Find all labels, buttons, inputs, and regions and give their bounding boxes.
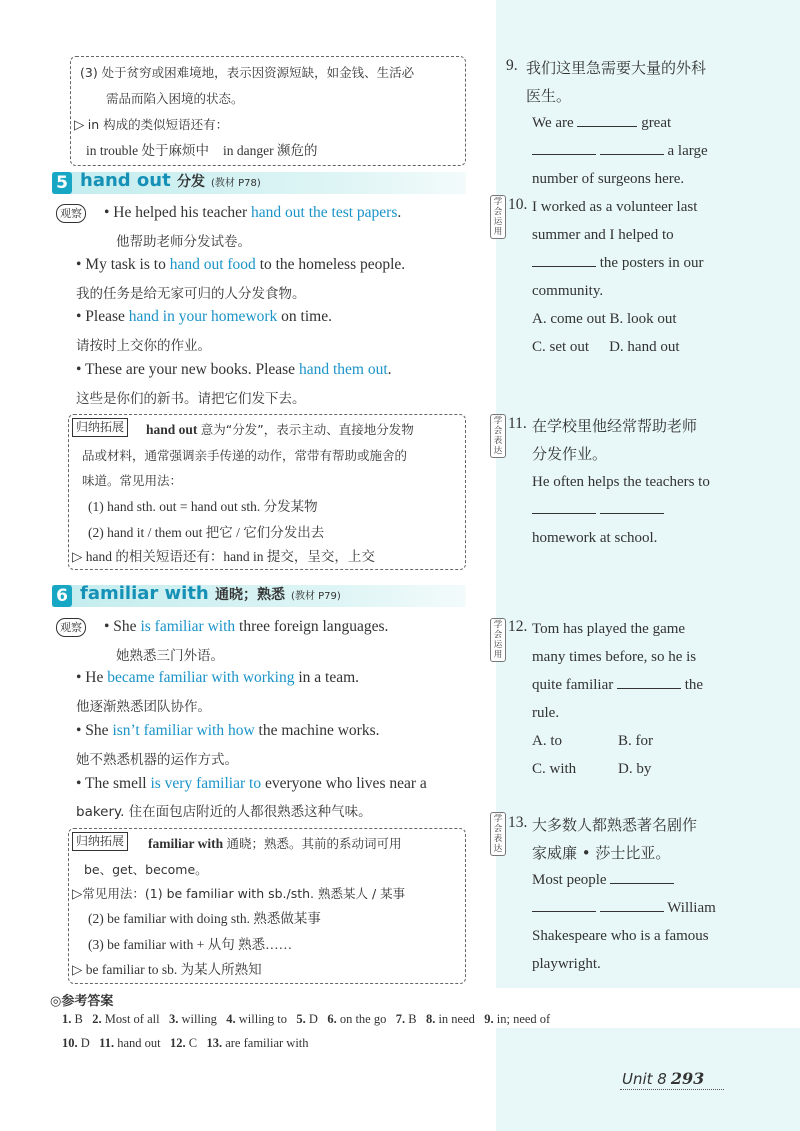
answer-value: on the go bbox=[339, 1012, 387, 1026]
text: three foreign languages. bbox=[235, 618, 389, 635]
example-translation: 我的任务是给无家可归的人分发食物。 bbox=[76, 286, 306, 302]
box-line bbox=[86, 138, 317, 163]
answers-row bbox=[62, 1012, 550, 1027]
answer-num: 2. bbox=[92, 1012, 102, 1026]
box-line bbox=[146, 417, 414, 442]
option-d[interactable]: D. by bbox=[618, 761, 652, 777]
text: in a team. bbox=[294, 669, 360, 686]
section6-heading bbox=[52, 585, 466, 607]
question-number: 12. bbox=[508, 618, 528, 635]
key-phrase: familiar with bbox=[148, 836, 224, 851]
question-number: 11. bbox=[508, 415, 527, 432]
observe-badge: 观察 bbox=[56, 204, 86, 223]
example-translation: 她熟悉三门外语。 bbox=[116, 648, 224, 664]
answer-num: 10. bbox=[62, 1036, 78, 1050]
question-line bbox=[532, 496, 664, 524]
page-footer bbox=[622, 1069, 704, 1089]
box-line-text: hand 的相关短语还有：hand in 提交，呈交，上交 bbox=[85, 549, 375, 564]
answer-value: D bbox=[80, 1036, 90, 1050]
example-sentence bbox=[76, 305, 332, 329]
answer-num: 8. bbox=[425, 1012, 436, 1026]
question-prompt: 在学校里他经常帮助老师 bbox=[532, 417, 698, 435]
answer-value: are familiar with bbox=[225, 1036, 309, 1050]
answer-value: D bbox=[308, 1012, 318, 1026]
practice-tag: 学会表达 bbox=[490, 414, 506, 458]
summary-tag: 归纳拓展 bbox=[72, 832, 128, 851]
example-translation: 他帮助老师分发试卷。 bbox=[116, 234, 251, 250]
box-line: (3) be familiar with + 从句 熟悉…… bbox=[88, 937, 293, 952]
answer-value: B bbox=[408, 1012, 417, 1026]
question-line bbox=[532, 109, 671, 137]
answers-area bbox=[0, 988, 800, 1131]
box-line bbox=[74, 112, 228, 137]
observe-badge: 观察 bbox=[56, 618, 86, 637]
section5-heading bbox=[52, 172, 466, 194]
phrase-meaning: 通晓；熟悉 bbox=[215, 587, 286, 603]
triangle-icon: ▷ bbox=[72, 549, 86, 564]
answer-blank[interactable] bbox=[600, 499, 664, 514]
text: • Please bbox=[76, 308, 129, 325]
text: the posters in our bbox=[599, 255, 704, 271]
answer-blank[interactable] bbox=[600, 140, 664, 155]
option-b[interactable]: B. for bbox=[618, 733, 653, 749]
example-translation: 这些是你们的新书。请把它们发下去。 bbox=[76, 391, 306, 407]
text: • He bbox=[76, 669, 108, 686]
highlight: isn’t familiar with how bbox=[112, 722, 255, 739]
text: . bbox=[387, 361, 392, 378]
text: • These are your new books. Please bbox=[76, 361, 299, 378]
text: • She bbox=[76, 722, 113, 739]
example-sentence bbox=[76, 253, 405, 277]
question-line: community. bbox=[532, 283, 604, 299]
highlight: hand out food bbox=[169, 256, 256, 273]
highlight: is very familiar to bbox=[150, 775, 262, 792]
box-line: 需品而陷入困境的状态。 bbox=[106, 91, 244, 106]
highlight: is familiar with bbox=[140, 618, 236, 635]
answer-num: 9. bbox=[484, 1012, 494, 1026]
example-sentence bbox=[76, 666, 359, 690]
text: great bbox=[641, 115, 672, 131]
box-line-text: 通晓；熟悉。其前的系动词可用 bbox=[226, 836, 402, 851]
box-line: (2) be familiar with doing sth. 熟悉做某事 bbox=[88, 911, 321, 926]
textbook-ref: (教材 P78) bbox=[211, 178, 261, 189]
box-line: (3) 处于贫穷或困难境地，表示因资源短缺，如金钱、生活必 bbox=[80, 65, 415, 80]
answer-num: 12. bbox=[170, 1036, 186, 1050]
answer-blank[interactable] bbox=[600, 897, 664, 912]
triangle-icon: ▷ bbox=[72, 962, 86, 977]
answer-num: 11. bbox=[99, 1036, 115, 1050]
box-line: be、get、become。 bbox=[84, 862, 208, 877]
box-line bbox=[72, 957, 262, 982]
box-line-text: in danger 濒危的 bbox=[223, 143, 318, 158]
answer-num: 13. bbox=[206, 1036, 223, 1050]
answer-value: in need bbox=[438, 1012, 475, 1026]
question-line bbox=[532, 671, 703, 699]
phrase-text: familiar with bbox=[80, 583, 209, 604]
answer-blank[interactable] bbox=[577, 112, 637, 127]
option-a[interactable]: A. to bbox=[532, 733, 562, 749]
unit-label: Unit 8 bbox=[622, 1070, 667, 1088]
answer-blank[interactable] bbox=[532, 140, 596, 155]
answer-option[interactable] bbox=[532, 727, 653, 755]
question-line bbox=[532, 249, 703, 277]
box-line-text: be familiar to sb. 为某人所熟知 bbox=[85, 962, 262, 977]
text: • He helped his teacher bbox=[104, 204, 252, 221]
question-line: rule. bbox=[532, 705, 560, 721]
box-line-text: in trouble 处于麻烦中 bbox=[86, 143, 209, 158]
answers-title: ◎参考答案 bbox=[50, 994, 114, 1009]
question-prompt: 分发作业。 bbox=[532, 445, 608, 463]
question-line bbox=[532, 894, 716, 922]
question-line: summer and I helped to bbox=[532, 227, 674, 243]
answer-value: in; need of bbox=[496, 1012, 551, 1026]
answer-option[interactable] bbox=[532, 755, 651, 783]
section-phrase bbox=[80, 583, 341, 604]
phrase-text: hand out bbox=[80, 170, 171, 191]
text: Most people bbox=[532, 872, 607, 888]
question-line: Tom has played the game bbox=[532, 621, 686, 637]
answer-value: Most of all bbox=[104, 1012, 160, 1026]
answer-value: hand out bbox=[117, 1036, 161, 1050]
text: on time. bbox=[277, 308, 332, 325]
answer-value: B bbox=[74, 1012, 83, 1026]
box-line-text: 常见用法：(1) be familiar with sb./sth. 熟悉某人 / 某事 bbox=[82, 886, 406, 901]
answer-value: willing to bbox=[238, 1012, 288, 1026]
highlight: became familiar with working bbox=[107, 669, 295, 686]
example-sentence bbox=[104, 201, 401, 225]
question-prompt: 医生。 bbox=[526, 87, 572, 105]
practice-tag: 学会运用 bbox=[490, 195, 506, 239]
page-number: 293 bbox=[670, 1069, 705, 1088]
text: the machine works. bbox=[254, 722, 380, 739]
answer-num: 5. bbox=[296, 1012, 306, 1026]
text: a large bbox=[667, 143, 708, 159]
question-prompt: 家威廉 • 莎士比亚。 bbox=[532, 844, 671, 862]
question-prompt: 我们这里急需要大量的外科 bbox=[526, 59, 707, 77]
practice-tag: 学会表达 bbox=[490, 812, 506, 856]
answer-blank[interactable] bbox=[610, 869, 674, 884]
box-line bbox=[72, 544, 375, 569]
example-sentence bbox=[104, 615, 388, 639]
question-line: I worked as a volunteer last bbox=[532, 199, 698, 215]
answer-option[interactable] bbox=[532, 333, 680, 361]
question-line: number of surgeons here. bbox=[532, 171, 685, 187]
question-number: 10. bbox=[508, 196, 528, 213]
box-line: 味道。常见用法： bbox=[82, 473, 183, 488]
question-line: He often helps the teachers to bbox=[532, 474, 710, 490]
question-line: playwright. bbox=[532, 956, 601, 972]
highlight: hand in your homework bbox=[128, 308, 278, 325]
answer-blank[interactable] bbox=[617, 674, 681, 689]
phrase-meaning: 分发 bbox=[177, 174, 205, 190]
text: We are bbox=[532, 115, 574, 131]
answer-num: 4. bbox=[226, 1012, 236, 1026]
answer-value: willing bbox=[181, 1012, 217, 1026]
key-phrase: hand out bbox=[146, 422, 198, 437]
answer-num: 3. bbox=[168, 1012, 179, 1026]
example-translation: bakery. 住在面包店附近的人都很熟悉这种气味。 bbox=[76, 804, 372, 820]
example-translation: 请按时上交你的作业。 bbox=[76, 338, 211, 354]
option-a[interactable]: A. come out bbox=[532, 311, 606, 327]
question-line: Shakespeare who is a famous bbox=[532, 928, 709, 944]
text: quite familiar bbox=[532, 677, 614, 693]
practice-tag: 学会运用 bbox=[490, 618, 506, 662]
box-line: (2) hand it / them out 把它 / 它们分发出去 bbox=[88, 525, 325, 540]
triangle-icon: ▷ bbox=[74, 117, 88, 132]
question-line bbox=[532, 137, 708, 165]
answer-value: C bbox=[188, 1036, 198, 1050]
example-sentence bbox=[76, 772, 427, 796]
example-translation: 她不熟悉机器的运作方式。 bbox=[76, 752, 238, 768]
box-line: (1) hand sth. out = hand out sth. 分发某物 bbox=[88, 499, 318, 514]
box-line-text: in 构成的类似短语还有： bbox=[87, 117, 229, 132]
section-number: 5 bbox=[52, 172, 72, 194]
question-line: homework at school. bbox=[532, 530, 658, 546]
question-number: 13. bbox=[508, 814, 528, 831]
example-sentence bbox=[76, 358, 392, 382]
text: . bbox=[397, 204, 402, 221]
question-prompt: 大多数人都熟悉著名剧作 bbox=[532, 816, 698, 834]
option-b[interactable]: B. look out bbox=[609, 311, 677, 327]
option-c[interactable]: C. set out bbox=[532, 339, 590, 355]
highlight: hand out the test papers bbox=[251, 204, 398, 221]
text: • The smell bbox=[76, 775, 151, 792]
text: • She bbox=[104, 618, 141, 635]
answers-row bbox=[62, 1036, 309, 1051]
text: everyone who lives near a bbox=[261, 775, 427, 792]
text: the bbox=[684, 677, 704, 693]
summary-tag: 归纳拓展 bbox=[72, 418, 128, 437]
answer-num: 1. bbox=[62, 1012, 72, 1026]
text: William bbox=[667, 900, 716, 916]
question-line: many times before, so he is bbox=[532, 649, 697, 665]
box-line bbox=[72, 881, 405, 906]
answer-blank[interactable] bbox=[532, 252, 596, 267]
option-c[interactable]: C. with bbox=[532, 761, 577, 777]
text: • My task is to bbox=[76, 256, 170, 273]
box-line: 品或材料，通常强调亲手传递的动作，常带有帮助或施舍的 bbox=[82, 448, 408, 463]
section-number: 6 bbox=[52, 585, 72, 607]
box-line bbox=[148, 831, 402, 856]
example-translation: 他逐渐熟悉团队协作。 bbox=[76, 699, 211, 715]
highlight: hand them out bbox=[298, 361, 388, 378]
question-number: 9. bbox=[506, 57, 518, 74]
answer-num: 7. bbox=[395, 1012, 406, 1026]
footer-rule bbox=[620, 1089, 724, 1090]
box-line-text: 意为“分发”，表示主动、直接地分发物 bbox=[200, 422, 414, 437]
example-sentence bbox=[76, 719, 379, 743]
answer-blank[interactable] bbox=[532, 897, 596, 912]
section-phrase bbox=[80, 170, 261, 191]
option-d[interactable]: D. hand out bbox=[609, 339, 680, 355]
textbook-ref: (教材 P79) bbox=[291, 591, 341, 602]
answer-num: 6. bbox=[327, 1012, 337, 1026]
question-line bbox=[532, 866, 674, 894]
answer-option[interactable] bbox=[532, 305, 677, 333]
text: to the homeless people. bbox=[255, 256, 406, 273]
triangle-icon: ▷ bbox=[72, 886, 83, 901]
answer-blank[interactable] bbox=[532, 499, 596, 514]
